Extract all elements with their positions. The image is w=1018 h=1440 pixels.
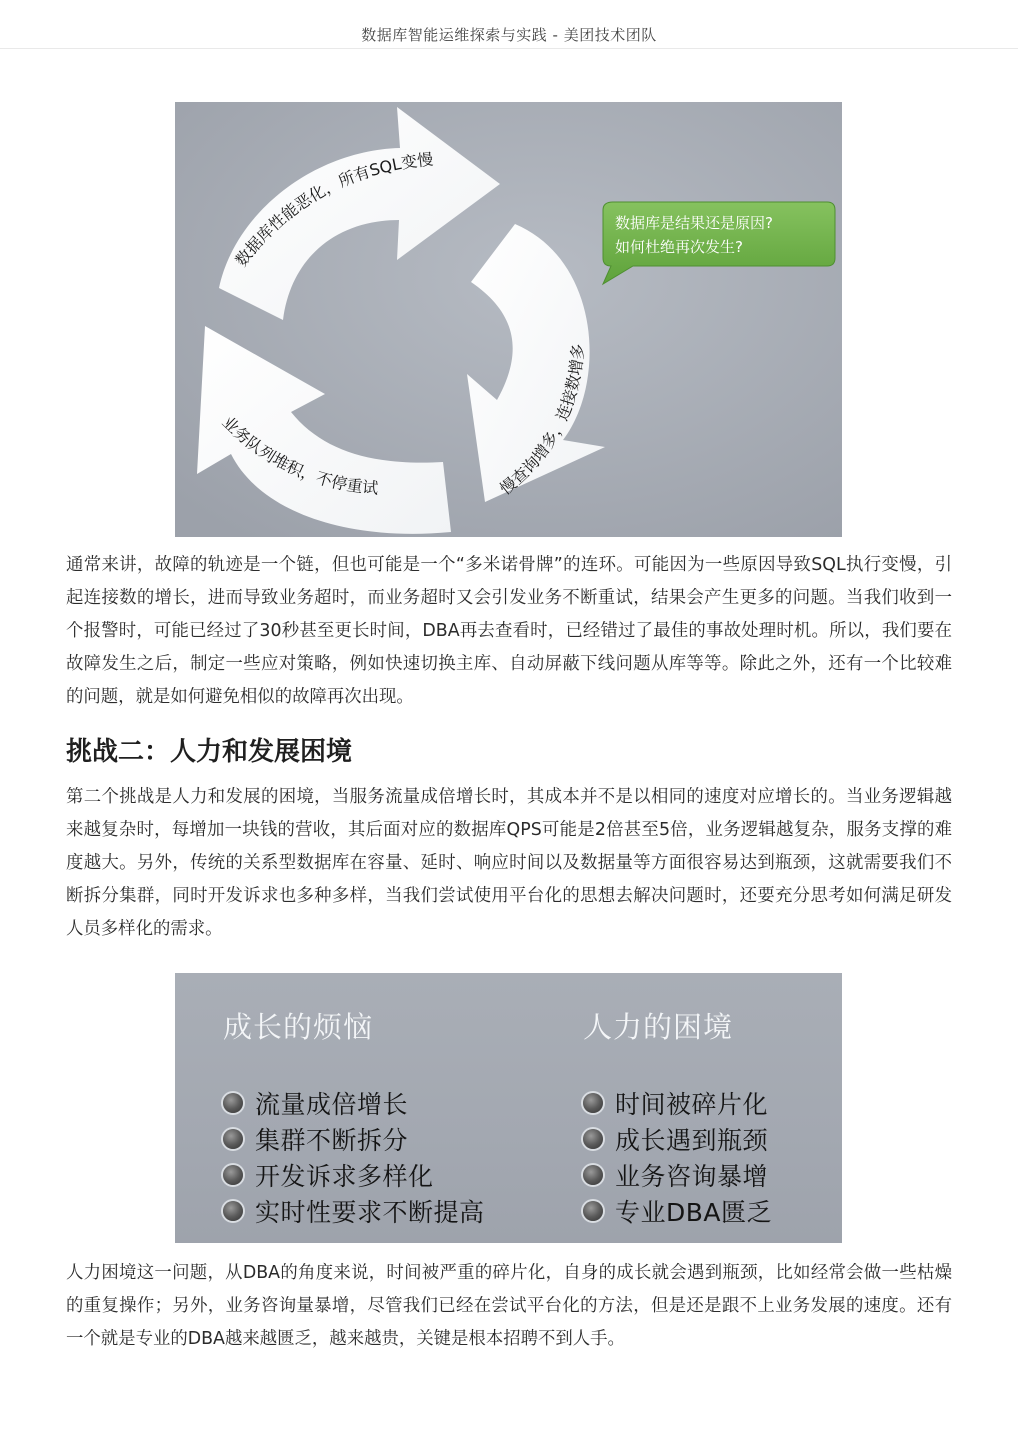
paragraph-dba-dilemma: 人力困境这一问题，从DBA的角度来说，时间被严重的碎片化，自身的成长就会遇到瓶颈，比如经常会做一些枯燥的重复操作；另外，业务咨询量暴增，尽管我们已经在尝试平台化的方法，但是还是跟不上业务发展的速度。还有一个就是专业的DBA越来越匮乏，越来越贵，关键是根本招聘不到人手。 — [66, 1263, 952, 1349]
manpower-dilemma-title: 人力的困境 — [583, 1010, 734, 1044]
arrow-bottom-label: 业务队列堆积，不停重试 — [218, 412, 380, 498]
bullet-text: 开发诉求多样化 — [255, 1162, 434, 1191]
bullet-dot-icon — [223, 1093, 243, 1113]
bullet-text: 流量成倍增长 — [255, 1090, 409, 1119]
bullet-item — [223, 1121, 485, 1157]
bullet-text: 实时性要求不断提高 — [255, 1198, 485, 1227]
bullet-dot-icon — [583, 1165, 603, 1185]
bullet-text: 业务咨询暴增 — [615, 1162, 769, 1191]
section-heading-challenge-two: 挑战二：人力和发展困境 — [66, 737, 353, 767]
bullet-dot-icon — [583, 1201, 603, 1221]
arrow-top-label: 数据库性能恶化，所有SQL变慢 — [231, 149, 435, 270]
bullet-text: 专业DBA匮乏 — [615, 1198, 773, 1227]
bullet-text: 时间被碎片化 — [615, 1090, 769, 1119]
failure-cycle-diagram — [175, 102, 842, 537]
growth-troubles-column — [223, 1007, 485, 1229]
bullet-text: 成长遇到瓶颈 — [615, 1126, 769, 1155]
bullet-item — [583, 1085, 772, 1121]
bullet-item — [223, 1157, 485, 1193]
bullet-dot-icon — [583, 1093, 603, 1113]
growth-vs-manpower-figure — [175, 973, 842, 1243]
bubble-question-1: 数据库是结果还是原因? — [615, 214, 773, 232]
page-header — [0, 0, 1018, 49]
bullet-dot-icon — [583, 1129, 603, 1149]
bullet-item — [583, 1193, 772, 1229]
arrow-right-label: 慢查询增多，连接数增多 — [496, 343, 588, 499]
bullet-item — [223, 1193, 485, 1229]
bullet-dot-icon — [223, 1129, 243, 1149]
page-header-title: 数据库智能运维探索与实践 - 美团技术团队 — [361, 26, 657, 44]
bullet-text: 集群不断拆分 — [255, 1126, 409, 1155]
growth-troubles-title: 成长的烦恼 — [223, 1010, 374, 1044]
bullet-dot-icon — [223, 1165, 243, 1185]
bullet-item — [223, 1085, 485, 1121]
paragraph-failure-chain: 通常来讲，故障的轨迹是一个链，但也可能是一个“多米诺骨牌”的连环。可能因为一些原因导致SQL执行变慢，引起连接数的增长，进而导致业务超时，而业务超时又会引发业务不断重试，结果会产生更多的问题。当我们收到一个报警时，可能已经过了30秒甚至更长时间，DBA再去查看时，已经错过了最佳的事故处理时机。所以，我们要在故障发生之后，制定一些应对策略，例如快速切换主库、自动屏蔽下线问题从库等等。除此之外，还有一个比较难的问题，就是如何避免相似的故障再次出现。 — [66, 555, 952, 707]
bullet-dot-icon — [223, 1201, 243, 1221]
paragraph-manpower-challenge: 第二个挑战是人力和发展的困境，当服务流量成倍增长时，其成本并不是以相同的速度对应增长的。当业务逻辑越来越复杂时，每增加一块钱的营收，其后面对应的数据库QPS可能是2倍甚至5倍，业务逻辑越复杂，服务支撑的难度越大。另外，传统的关系型数据库在容量、延时、响应时间以及数据量等方面很容易达到瓶颈，这就需要我们不断拆分集群，同时开发诉求也多种多样，当我们尝试使用平台化的思想去解决问题时，还要充分思考如何满足研发人员多样化的需求。 — [66, 787, 952, 939]
bullet-item — [583, 1121, 772, 1157]
bullet-item — [583, 1157, 772, 1193]
manpower-dilemma-column — [583, 1007, 772, 1229]
failure-cycle-figure — [175, 102, 842, 537]
bubble-question-2: 如何杜绝再次发生? — [615, 238, 743, 256]
